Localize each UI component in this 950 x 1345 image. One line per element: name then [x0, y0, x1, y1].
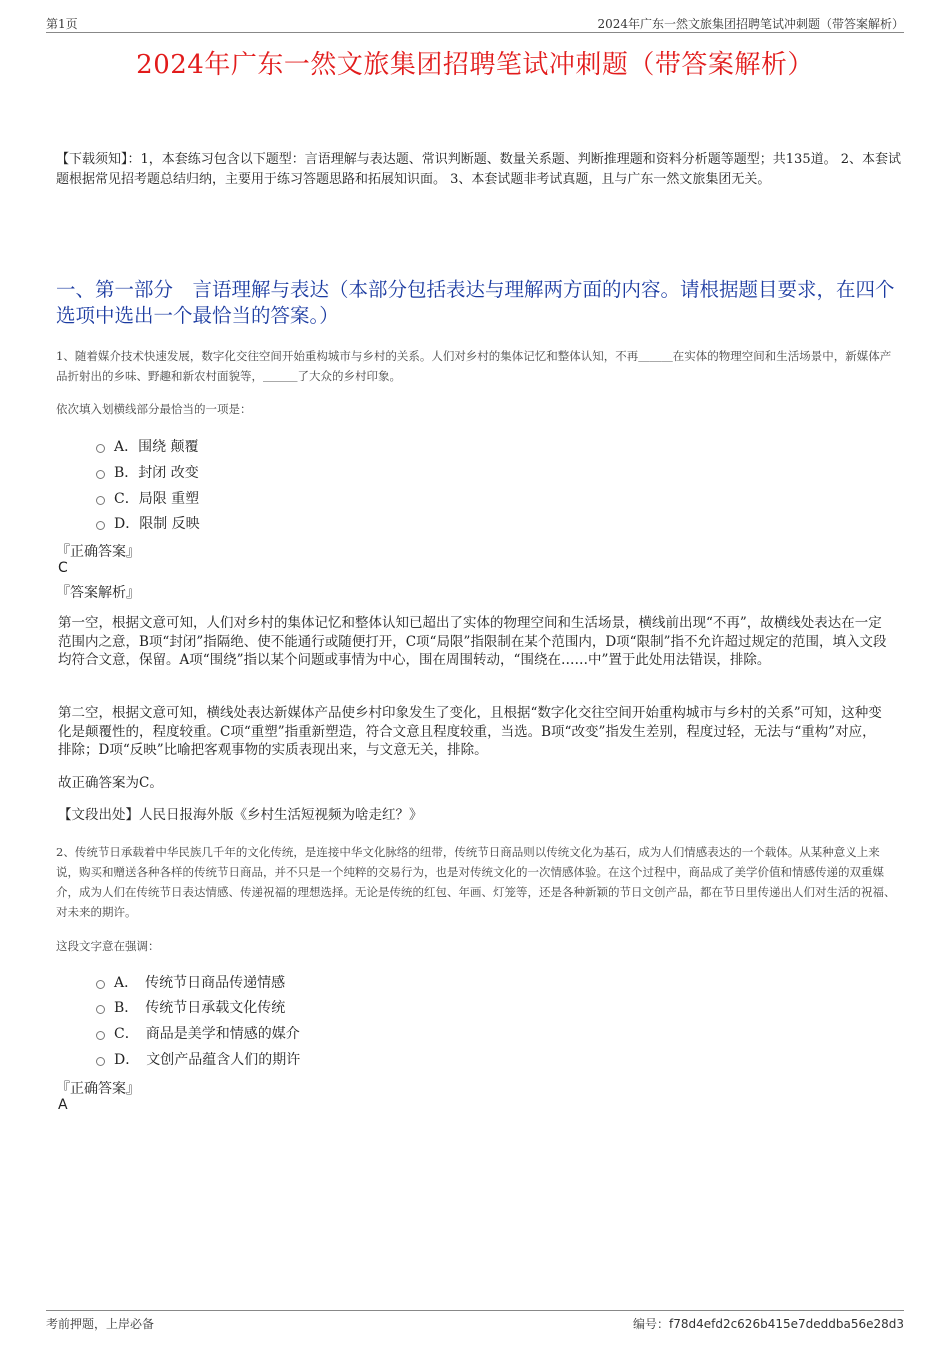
question-1-conclusion: 故正确答案为C。	[58, 775, 163, 791]
option-label: A． 传统节日商品传递情感	[114, 975, 286, 991]
page-number: 第1页	[46, 17, 78, 31]
radio-icon[interactable]	[96, 980, 105, 989]
radio-icon[interactable]	[96, 521, 105, 530]
radio-icon[interactable]	[96, 470, 105, 479]
footer-slogan: 考前押题，上岸必备	[46, 1317, 155, 1331]
radio-icon[interactable]	[96, 1005, 105, 1014]
radio-icon[interactable]	[96, 1031, 105, 1040]
question-1-stem: 1、随着媒介技术快速发展，数字化交往空间开始重构城市与乡村的关系。人们对乡村的集体记忆和整体认知，不再＿＿＿在实体的物理空间和生活场景中，新媒体产品折射出的乡味、野趣和新农村面貌等，＿＿＿了大众的乡村印象。	[56, 349, 892, 383]
question-2-answer: A	[58, 1097, 68, 1113]
question-2-option-c[interactable]	[96, 1022, 300, 1044]
download-notice: 【下载须知】：1，本套练习包含以下题型：言语理解与表达题、常识判断题、数量关系题、判断推理题和资料分析题等题型；共135道。 2、本套试题根据常见招考题总结归纳，主要用于练习答题思路和拓展知识面。 3、本套试题非考试真题，且与广东一然文旅集团无关。	[56, 152, 901, 187]
question-1-analysis-label: 『答案解析』	[56, 585, 140, 601]
page-header	[46, 14, 904, 33]
question-1-source: 【文段出处】人民日报海外版《乡村生活短视频为啥走红？》	[58, 807, 423, 823]
question-2-option-b[interactable]	[96, 996, 285, 1018]
radio-icon[interactable]	[96, 444, 105, 453]
question-1-answer-label: 『正确答案』	[56, 544, 140, 560]
header-doc-title: 2024年广东一然文旅集团招聘笔试冲刺题（带答案解析）	[597, 17, 904, 31]
question-2-stem: 2、传统节日承载着中华民族几千年的文化传统，是连接中华文化脉络的纽带，传统节日商品则以传统文化为基石，成为人们情感表达的一个载体。从某种意义上来说，购买和赠送各种各样的传统节日商品，并不只是一个纯粹的交易行为，也是对传统文化的一次情感体验。在这个过程中，商品成了美学价值和情感传递的双重媒介，成为人们在传统节日表达情感、传递祝福的理想选择。无论是传统的红包、年画、灯笼等，还是各种新颖的节日文创产品，都在节日里传递出人们对生活的祝福、对未来的期许。	[56, 845, 896, 919]
footer-code-value: f78d4efd2c626b415e7deddba56e28d3	[668, 1317, 904, 1331]
radio-icon[interactable]	[96, 1057, 105, 1066]
question-1-option-d[interactable]	[96, 512, 200, 534]
question-2-prompt: 这段文字意在强调：	[56, 939, 160, 953]
page-footer	[46, 1310, 904, 1333]
option-label: B．封闭 改变	[114, 465, 199, 481]
footer-code-label: 编号：	[632, 1317, 669, 1331]
option-label: D． 文创产品蕴含人们的期许	[114, 1052, 301, 1068]
section-heading: 一、第一部分 言语理解与表达（本部分包括表达与理解两方面的内容。请根据题目要求，在四个选项中选出一个最恰当的答案。）	[56, 278, 895, 327]
radio-icon[interactable]	[96, 496, 105, 505]
question-2-option-d[interactable]	[96, 1048, 300, 1070]
footer-code	[633, 1315, 904, 1332]
question-1-prompt: 依次填入划横线部分最恰当的一项是：	[56, 402, 252, 416]
option-label: C． 商品是美学和情感的媒介	[114, 1026, 300, 1042]
option-label: A．围绕 颠覆	[114, 439, 199, 455]
question-1-analysis-paragraph-2: 第二空，根据文意可知，横线处表达新媒体产品使乡村印象发生了变化，且根据“数字化交往空间开始重构城市与乡村的关系”可知，这种变化是颠覆性的，程度较重。C项“重塑”指重新塑造，符合文意且程度较重，当选。B项“改变”指发生差别，程度过轻，无法与“重构”对应，排除；D项“反映”比喻把客观事物的实质表现出来，与文意无关，排除。	[58, 705, 882, 758]
question-1-option-b[interactable]	[96, 461, 199, 483]
question-2-option-a[interactable]	[96, 971, 285, 993]
question-1-option-a[interactable]	[96, 435, 199, 457]
option-label: B． 传统节日承载文化传统	[114, 1000, 286, 1016]
question-2-answer-label: 『正确答案』	[56, 1081, 140, 1097]
question-1-option-c[interactable]	[96, 487, 199, 509]
option-label: D．限制 反映	[114, 516, 200, 532]
question-1-answer: C	[58, 560, 68, 576]
page-title: 2024年广东一然文旅集团招聘笔试冲刺题（带答案解析）	[136, 50, 814, 80]
option-label: C．局限 重塑	[114, 491, 200, 507]
question-1-analysis-paragraph-1: 第一空，根据文意可知，人们对乡村的集体记忆和整体认知已超出了实体的物理空间和生活场景，横线前出现“不再”，故横线处表达在一定范围内之意，B项“封闭”指隔绝、使不能通行或随便打开，C项“局限”指限制在某个范围内，D项“限制”指不允许超过规定的范围，填入文段均符合文意，保留。A项“围绕”指以某个问题或事情为中心，围在周围转动，“围绕在……中”置于此处用法错误，排除。	[58, 615, 887, 668]
